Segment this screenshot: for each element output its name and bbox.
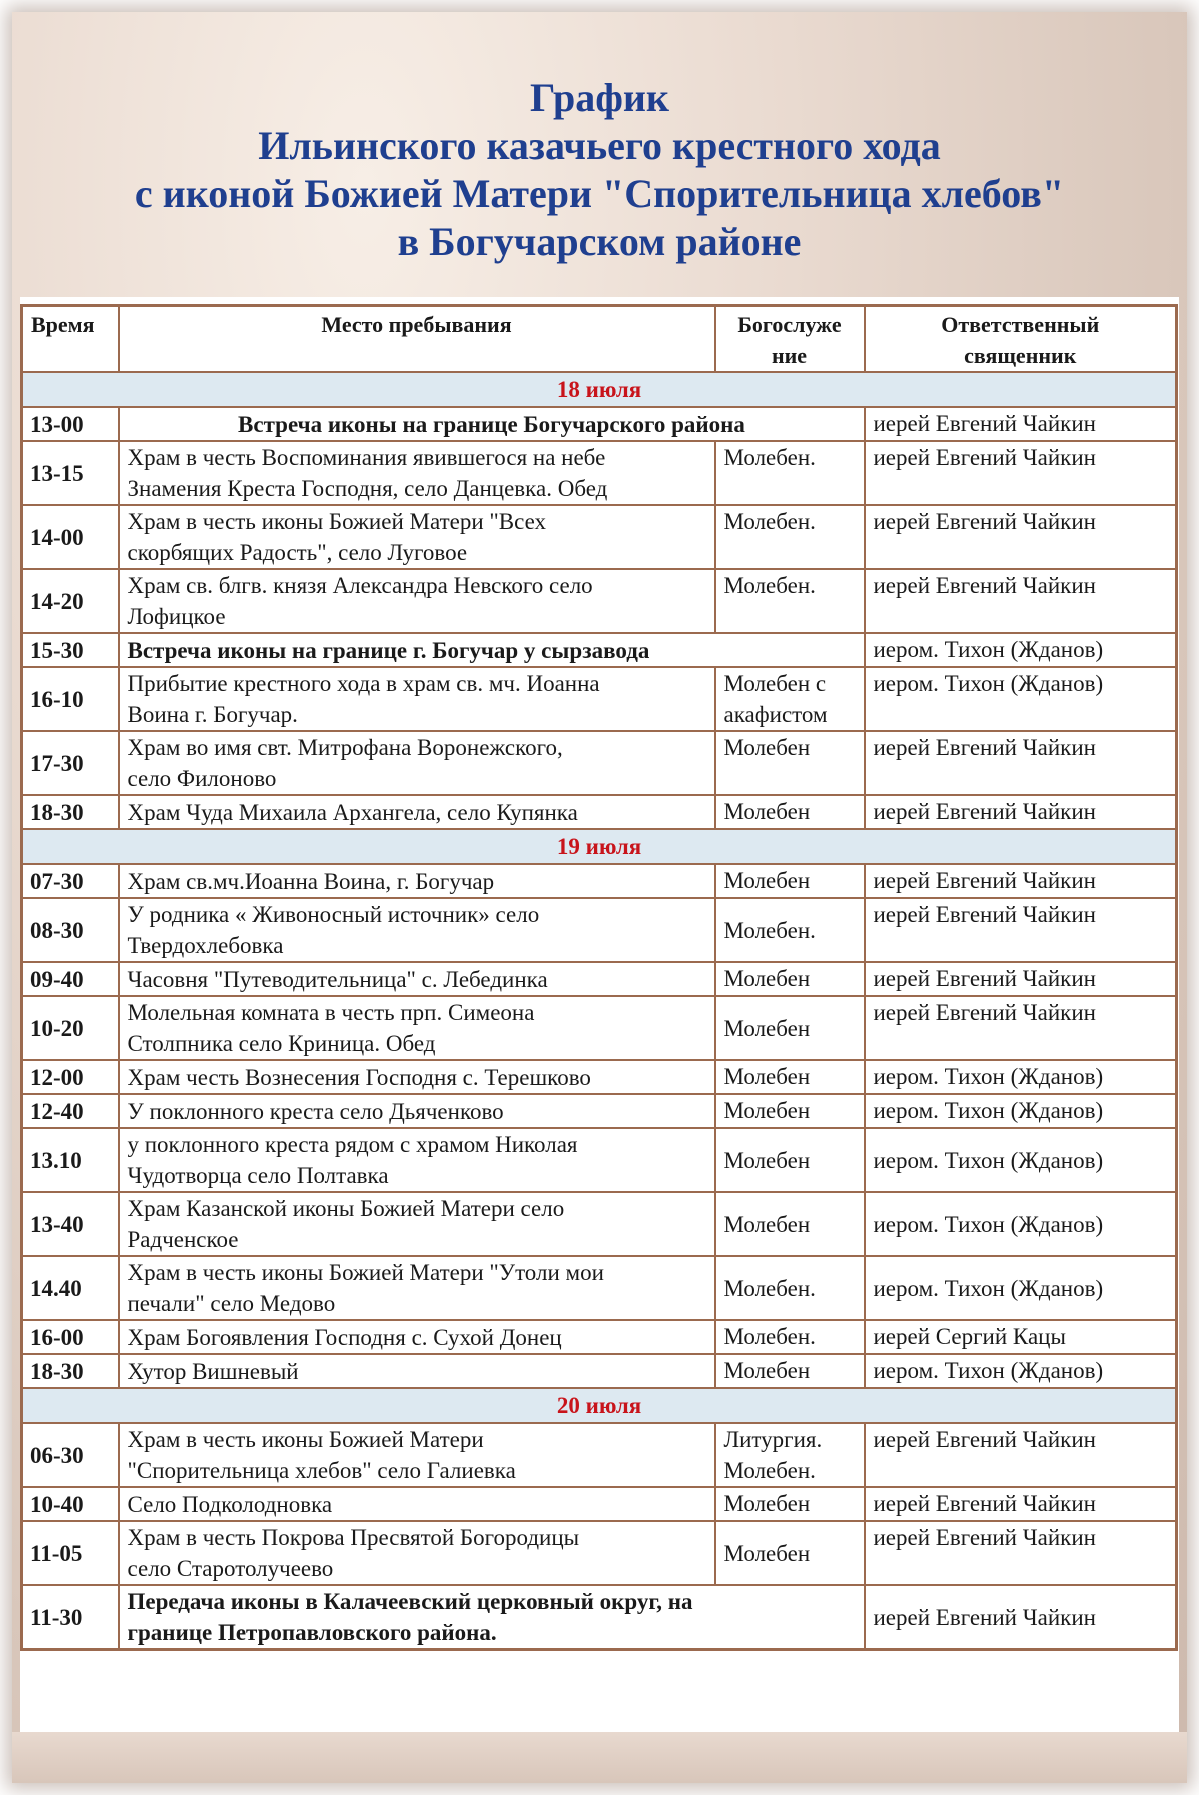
day-header-row	[22, 1388, 1177, 1423]
table-row	[22, 505, 1177, 569]
row-place-line-1: у поклонного креста рядом с храмом Николая	[127, 1132, 578, 1157]
row-place-line-2: "Спорительница хлебов" село Галиевка	[127, 1458, 516, 1483]
row-priest: иером. Тихон (Жданов)	[865, 1128, 1177, 1192]
row-place-line-2: Лофицкое	[127, 604, 226, 629]
row-place-line-1: Храм св.мч.Иоанна Воина, г. Богучар	[127, 868, 495, 894]
row-place-line-1: Храм Казанской иконы Божией Матери село	[127, 1196, 565, 1221]
table-row	[22, 667, 1177, 731]
row-service	[715, 1256, 865, 1320]
row-place-line-1: Храм во имя свт. Митрофана Воронежского,	[127, 735, 563, 760]
table-row	[22, 569, 1177, 633]
row-time: 16-10	[22, 667, 119, 731]
table-row	[22, 1094, 1177, 1128]
row-place-line-2: печали" село Медово	[127, 1291, 336, 1316]
row-time: 14.40	[22, 1256, 119, 1320]
day-label: 19 июля	[22, 829, 1177, 864]
row-place-line-2: Чудотворца село Полтавка	[127, 1163, 389, 1188]
row-time: 16-00	[22, 1320, 119, 1354]
row-place	[119, 1585, 865, 1650]
row-place	[119, 505, 715, 569]
row-time: 11-05	[22, 1521, 119, 1585]
row-place-line-2: Столпника село Криница. Обед	[127, 1031, 436, 1056]
title-line-1: График	[530, 75, 669, 120]
row-place	[119, 962, 715, 996]
page-title	[12, 74, 1187, 266]
row-service-line-1: Молебен.	[723, 1275, 816, 1301]
row-priest: иером. Тихон (Жданов)	[865, 667, 1177, 731]
table-row	[22, 996, 1177, 1060]
row-priest: иерей Евгений Чайкин	[865, 864, 1177, 898]
row-time: 09-40	[22, 962, 119, 996]
table-row	[22, 407, 1177, 441]
row-service-line-1: Молебен.	[723, 1324, 816, 1349]
table-row	[22, 1423, 1177, 1487]
row-time: 15-30	[22, 633, 119, 667]
header-priest: Ответственный священник	[865, 306, 1177, 373]
day-label: 18 июля	[22, 372, 1177, 407]
row-service-line-1: Молебен	[723, 1211, 811, 1237]
row-service	[715, 795, 865, 829]
row-priest: иерей Евгений Чайкин	[865, 1423, 1177, 1487]
row-place	[119, 1354, 715, 1388]
header-time: Время	[22, 306, 119, 373]
schedule-sheet	[20, 297, 1179, 1732]
row-place-line-1: Храм в честь Покрова Пресвятой Богородицы	[127, 1525, 580, 1550]
row-service	[715, 864, 865, 898]
row-service	[715, 1354, 865, 1388]
row-time: 13-40	[22, 1192, 119, 1256]
row-priest: иером. Тихон (Жданов)	[865, 1060, 1177, 1094]
row-priest: иером. Тихон (Жданов)	[865, 1192, 1177, 1256]
row-place-line-1: Передача иконы в Калачеевский церковный округ, на	[127, 1589, 693, 1614]
row-priest: иером. Тихон (Жданов)	[865, 633, 1177, 667]
row-place	[119, 1094, 715, 1128]
row-service-line-2: акафистом	[723, 702, 828, 727]
row-service	[715, 1320, 865, 1354]
row-place-line-1: Встреча иконы на границе Богучарского района	[238, 411, 745, 437]
row-place	[119, 731, 715, 795]
table-row	[22, 1192, 1177, 1256]
row-service-line-1: Литургия.	[723, 1427, 823, 1452]
table-row	[22, 1585, 1177, 1650]
table-row	[22, 1354, 1177, 1388]
row-place-line-1: Село Подколодновка	[127, 1491, 333, 1517]
table-row	[22, 795, 1177, 829]
row-time: 06-30	[22, 1423, 119, 1487]
row-place-line-1: У родника « Живоносный источник» село	[127, 902, 540, 927]
row-place	[119, 1487, 715, 1521]
row-service-line-1: Молебен.	[723, 509, 816, 534]
row-service	[715, 1060, 865, 1094]
row-time: 18-30	[22, 1354, 119, 1388]
row-service	[715, 1521, 865, 1585]
row-place-line-2: Воина г. Богучар.	[127, 702, 298, 727]
row-service-line-1: Молебен	[723, 1015, 811, 1041]
row-place-line-1: Храм в честь иконы Божией Матери	[127, 1427, 484, 1452]
row-time: 12-40	[22, 1094, 119, 1128]
row-place-line-1: Молельная комната в честь прп. Симеона	[127, 1000, 535, 1025]
row-time: 08-30	[22, 898, 119, 962]
row-service	[715, 996, 865, 1060]
row-place	[119, 1320, 715, 1354]
row-service-line-1: Молебен.	[723, 445, 816, 470]
row-place-line-1: Храм Богоявления Господня с. Сухой Донец	[127, 1324, 562, 1350]
table-row	[22, 441, 1177, 505]
row-priest: иерей Евгений Чайкин	[865, 1521, 1177, 1585]
row-place-line-2: скорбящих Радость", село Луговое	[127, 540, 468, 565]
row-service-line-1: Молебен	[723, 966, 811, 991]
row-time: 13.10	[22, 1128, 119, 1192]
row-service	[715, 1423, 865, 1487]
row-priest: иерей Евгений Чайкин	[865, 962, 1177, 996]
row-place-line-1: Прибытие крестного хода в храм св. мч. Иоанна	[127, 671, 600, 696]
row-service	[715, 898, 865, 962]
table-row	[22, 898, 1177, 962]
header-service: Богослуже ние	[715, 306, 865, 373]
row-time: 13-00	[22, 407, 119, 441]
row-priest: иерей Евгений Чайкин	[865, 731, 1177, 795]
row-service-line-1: Молебен	[723, 1147, 811, 1173]
row-place-line-1: Храм честь Вознесения Господня с. Терешково	[127, 1064, 591, 1090]
table-row	[22, 1128, 1177, 1192]
row-place-line-1: Храм в честь Воспоминания явившегося на небе	[127, 445, 606, 470]
table-row	[22, 731, 1177, 795]
row-time: 07-30	[22, 864, 119, 898]
table-row	[22, 633, 1177, 667]
day-label: 20 июля	[22, 1388, 1177, 1423]
row-place	[119, 1192, 715, 1256]
row-priest: иерей Евгений Чайкин	[865, 441, 1177, 505]
row-service	[715, 1128, 865, 1192]
row-service-line-1: Молебен	[723, 1358, 811, 1383]
row-priest: иерей Евгений Чайкин	[865, 1585, 1177, 1650]
row-place	[119, 407, 865, 441]
row-priest: иером. Тихон (Жданов)	[865, 1354, 1177, 1388]
row-service	[715, 505, 865, 569]
table-row	[22, 864, 1177, 898]
bottom-background	[12, 1732, 1187, 1783]
row-service-line-1: Молебен.	[723, 573, 816, 598]
row-place	[119, 441, 715, 505]
row-place-line-2: границе Петропавловского района.	[127, 1620, 497, 1645]
row-priest: иерей Евгений Чайкин	[865, 898, 1177, 962]
row-place	[119, 1060, 715, 1094]
row-time: 14-00	[22, 505, 119, 569]
table-row	[22, 1060, 1177, 1094]
row-time: 12-00	[22, 1060, 119, 1094]
row-place	[119, 1128, 715, 1192]
table-header-row	[22, 306, 1177, 373]
row-service-line-1: Молебен	[723, 799, 811, 824]
row-service-line-1: Молебен	[723, 1098, 811, 1123]
row-service	[715, 569, 865, 633]
row-place	[119, 864, 715, 898]
row-place	[119, 898, 715, 962]
title-line-4: в Богучарском районе	[397, 219, 802, 264]
day-header-row	[22, 372, 1177, 407]
page-frame	[12, 12, 1187, 1783]
row-time: 11-30	[22, 1585, 119, 1650]
row-service-line-2: Молебен.	[723, 1458, 816, 1483]
row-service-line-1: Молебен	[723, 1064, 811, 1089]
row-service	[715, 1487, 865, 1521]
schedule-table	[20, 304, 1178, 1651]
row-place-line-2: Твердохлебовка	[127, 933, 284, 958]
row-time: 13-15	[22, 441, 119, 505]
row-priest: иерей Евгений Чайкин	[865, 795, 1177, 829]
row-place	[119, 667, 715, 731]
row-place-line-1: Храм в честь иконы Божией Матери "Утоли мои	[127, 1260, 604, 1285]
row-time: 18-30	[22, 795, 119, 829]
row-place	[119, 633, 865, 667]
row-service	[715, 441, 865, 505]
row-place	[119, 569, 715, 633]
row-priest: иерей Сергий Кацы	[865, 1320, 1177, 1354]
header-place: Место пребывания	[119, 306, 715, 373]
table-row	[22, 1256, 1177, 1320]
row-service	[715, 1094, 865, 1128]
row-place-line-1: Храм Чуда Михаила Архангела, село Купянка	[127, 799, 578, 825]
row-priest: иером. Тихон (Жданов)	[865, 1094, 1177, 1128]
row-place	[119, 795, 715, 829]
row-place	[119, 996, 715, 1060]
row-service-line-1: Молебен	[723, 1540, 811, 1566]
row-service	[715, 1192, 865, 1256]
day-header-row	[22, 829, 1177, 864]
row-place-line-1: Часовня "Путеводительница" с. Лебединка	[127, 966, 548, 992]
row-place	[119, 1423, 715, 1487]
row-service-line-1: Молебен	[723, 868, 811, 893]
row-place	[119, 1256, 715, 1320]
row-place-line-2: Знамения Креста Господня, село Данцевка. Обед	[127, 476, 608, 501]
row-service-line-1: Молебен	[723, 735, 811, 760]
row-place-line-2: село Филоново	[127, 766, 277, 791]
row-time: 10-20	[22, 996, 119, 1060]
title-line-3: с иконой Божией Матери "Спорительница хлебов"	[134, 171, 1065, 216]
row-priest: иером. Тихон (Жданов)	[865, 1256, 1177, 1320]
row-service	[715, 667, 865, 731]
table-row	[22, 1320, 1177, 1354]
row-service	[715, 962, 865, 996]
row-place-line-1: Хутор Вишневый	[127, 1358, 299, 1384]
row-service	[715, 731, 865, 795]
table-row	[22, 962, 1177, 996]
row-place-line-1: Встреча иконы на границе г. Богучар у сырзавода	[127, 637, 650, 663]
row-place-line-1: Храм св. блгв. князя Александра Невского село	[127, 573, 593, 598]
row-priest: иерей Евгений Чайкин	[865, 407, 1177, 441]
table-row	[22, 1521, 1177, 1585]
title-line-2: Ильинского казачьего крестного хода	[258, 123, 941, 168]
row-place-line-1: У поклонного креста село Дьяченково	[127, 1098, 504, 1124]
row-priest: иерей Евгений Чайкин	[865, 996, 1177, 1060]
row-place-line-1: Храм в честь иконы Божией Матери "Всех	[127, 509, 547, 534]
row-place-line-2: Радченское	[127, 1227, 239, 1252]
row-priest: иерей Евгений Чайкин	[865, 505, 1177, 569]
row-priest: иерей Евгений Чайкин	[865, 569, 1177, 633]
row-time: 17-30	[22, 731, 119, 795]
row-place	[119, 1521, 715, 1585]
row-priest: иерей Евгений Чайкин	[865, 1487, 1177, 1521]
row-service-line-1: Молебен с	[723, 671, 827, 696]
table-row	[22, 1487, 1177, 1521]
row-place-line-2: село Старотолучеево	[127, 1556, 334, 1581]
row-time: 10-40	[22, 1487, 119, 1521]
row-service-line-1: Молебен.	[723, 917, 816, 943]
row-service-line-1: Молебен	[723, 1491, 811, 1516]
row-time: 14-20	[22, 569, 119, 633]
